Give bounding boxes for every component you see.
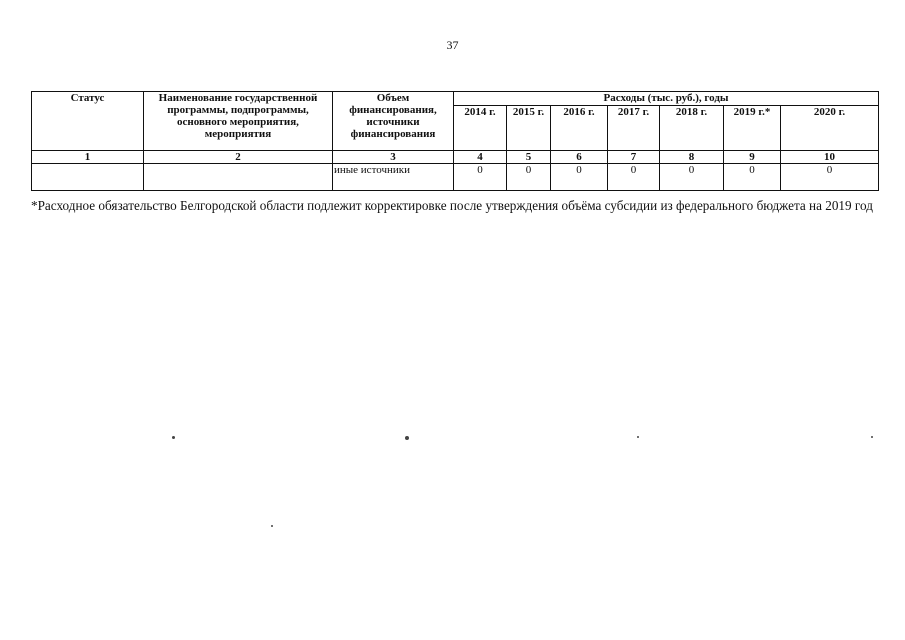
name-cell bbox=[144, 164, 333, 191]
value-2019-cell: 0 bbox=[724, 164, 781, 191]
value-2016-cell: 0 bbox=[551, 164, 608, 191]
column-number: 10 bbox=[781, 151, 879, 164]
column-number: 3 bbox=[333, 151, 454, 164]
column-number: 2 bbox=[144, 151, 333, 164]
scan-speck bbox=[637, 436, 639, 438]
footnote: *Расходное обязательство Белгородской области подлежит корректировке после утверждения объёма субсидии из федерального бюджета на 2019 год bbox=[31, 198, 873, 213]
column-number: 7 bbox=[608, 151, 660, 164]
column-number: 1 bbox=[32, 151, 144, 164]
scan-speck bbox=[172, 436, 175, 439]
header-expenses-group: Расходы (тыс. руб.), годы bbox=[454, 92, 879, 106]
budget-table bbox=[31, 91, 879, 191]
header-volume: Объем финансирования, источники финансирования bbox=[333, 92, 454, 151]
column-number: 5 bbox=[507, 151, 551, 164]
scan-speck bbox=[405, 436, 409, 440]
header-year-2020: 2020 г. bbox=[781, 106, 879, 151]
source-cell: иные источники bbox=[333, 164, 454, 191]
header-status: Статус bbox=[32, 92, 144, 151]
value-2014-cell: 0 bbox=[454, 164, 507, 191]
header-year-2015: 2015 г. bbox=[507, 106, 551, 151]
page-number: 37 bbox=[446, 38, 459, 52]
column-number: 4 bbox=[454, 151, 507, 164]
column-number-row bbox=[32, 151, 879, 164]
value-2017-cell: 0 bbox=[608, 164, 660, 191]
value-2015-cell: 0 bbox=[507, 164, 551, 191]
header-year-2017: 2017 г. bbox=[608, 106, 660, 151]
header-year-2018: 2018 г. bbox=[660, 106, 724, 151]
column-number: 8 bbox=[660, 151, 724, 164]
header-year-2019: 2019 г.* bbox=[724, 106, 781, 151]
value-2020-cell: 0 bbox=[781, 164, 879, 191]
column-number: 9 bbox=[724, 151, 781, 164]
scan-speck bbox=[271, 525, 273, 527]
value-2018-cell: 0 bbox=[660, 164, 724, 191]
header-name: Наименование государственной программы, подпрограммы, основного мероприятия, мероприятия bbox=[144, 92, 333, 151]
status-cell bbox=[32, 164, 144, 191]
table-row bbox=[32, 164, 879, 191]
column-number: 6 bbox=[551, 151, 608, 164]
scan-speck bbox=[871, 436, 873, 438]
header-year-2014: 2014 г. bbox=[454, 106, 507, 151]
header-year-2016: 2016 г. bbox=[551, 106, 608, 151]
